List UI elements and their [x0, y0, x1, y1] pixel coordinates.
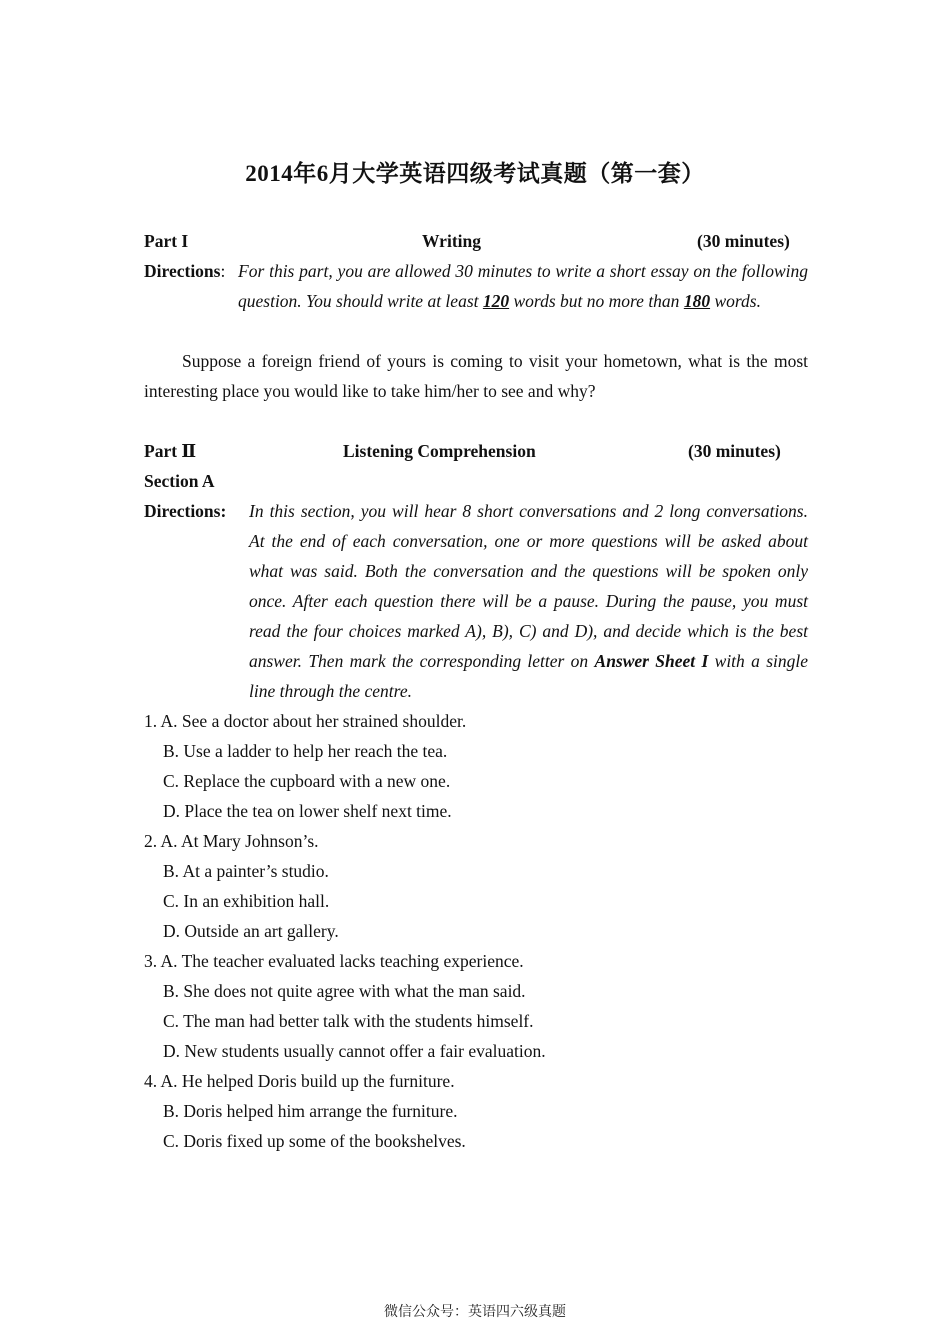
part2-time: (30 minutes): [688, 441, 781, 461]
question-option: B. At a painter’s studio.: [163, 861, 329, 881]
question-number: 1.: [144, 711, 158, 731]
question-item: [144, 826, 808, 946]
answer-sheet-label: Answer Sheet I: [594, 651, 709, 671]
question-option: B. She does not quite agree with what the man said.: [163, 981, 526, 1001]
question-option: D. Place the tea on lower shelf next time.: [163, 801, 452, 821]
part1-directions: Directions: For this part, you are allowed 30 minutes to write a short essay on the following question. You should write at least 120 words but no more than 180 words.: [144, 256, 808, 316]
question-option: D. New students usually cannot offer a fair evaluation.: [163, 1041, 546, 1061]
document-body: [144, 226, 808, 1156]
part2-label: Part Ⅱ: [144, 441, 197, 461]
part1-header: [144, 226, 808, 256]
page-title: 2014年6月大学英语四级考试真题（第一套）: [245, 161, 705, 186]
question-number: 2.: [144, 831, 158, 851]
question-number: 4.: [144, 1071, 158, 1091]
question-number: 3.: [144, 951, 158, 971]
question-option: A. He helped Doris build up the furniture.: [160, 1071, 455, 1091]
question-option: B. Doris helped him arrange the furniture.: [163, 1101, 458, 1121]
question-item: [144, 946, 808, 1066]
question-option: A. At Mary Johnson’s.: [160, 831, 319, 851]
part1-time: (30 minutes): [697, 231, 790, 251]
question-option: C. Replace the cupboard with a new one.: [163, 771, 451, 791]
question-item: [144, 1066, 808, 1156]
max-words: 180: [683, 291, 711, 311]
question-option: A. The teacher evaluated lacks teaching experience.: [160, 951, 524, 971]
part1-directions-label: Directions: [144, 261, 221, 281]
min-words: 120: [482, 291, 510, 311]
part2-header: [144, 436, 808, 466]
question-option: D. Outside an art gallery.: [163, 921, 339, 941]
part2-name: Listening Comprehension: [343, 441, 536, 461]
question-option: C. In an exhibition hall.: [163, 891, 330, 911]
footer-text: 微信公众号：英语四六级真题: [384, 1304, 566, 1320]
part2-directions-label: Directions:: [144, 501, 227, 521]
question-option: B. Use a ladder to help her reach the tea.: [163, 741, 448, 761]
part1-directions-text: For this part, you are allowed 30 minutes to write a short essay on the following question. You should write at least 120 words but no more than 180 words.: [238, 261, 808, 311]
question-option: C. The man had better talk with the students himself.: [163, 1011, 534, 1031]
question-item: [144, 706, 808, 826]
part2-directions-text: In this section, you will hear 8 short conversations and 2 long conversations. At the end of each conversation, one or more questions will be asked about what was said. Both the conversation and the questions will be spoken only once. After each question there will be a pause. During the pause, you must read the four choices marked A), B), C) and D), and decide which is the best answer. Then mark the corresponding letter on Answer Sheet I with a single line through the centre.: [249, 501, 808, 701]
part2-directions: [144, 496, 808, 706]
part1-name: Writing: [422, 231, 481, 251]
writing-prompt: Suppose a foreign friend of yours is coming to visit your hometown, what is the most interesting place you would like to take him/her to see and why?: [144, 351, 808, 401]
question-option: A. See a doctor about her strained shoulder.: [160, 711, 467, 731]
part1-label: Part I: [144, 231, 189, 251]
question-option: C. Doris fixed up some of the bookshelves.: [163, 1131, 466, 1151]
section-a-label: Section A: [144, 471, 215, 491]
